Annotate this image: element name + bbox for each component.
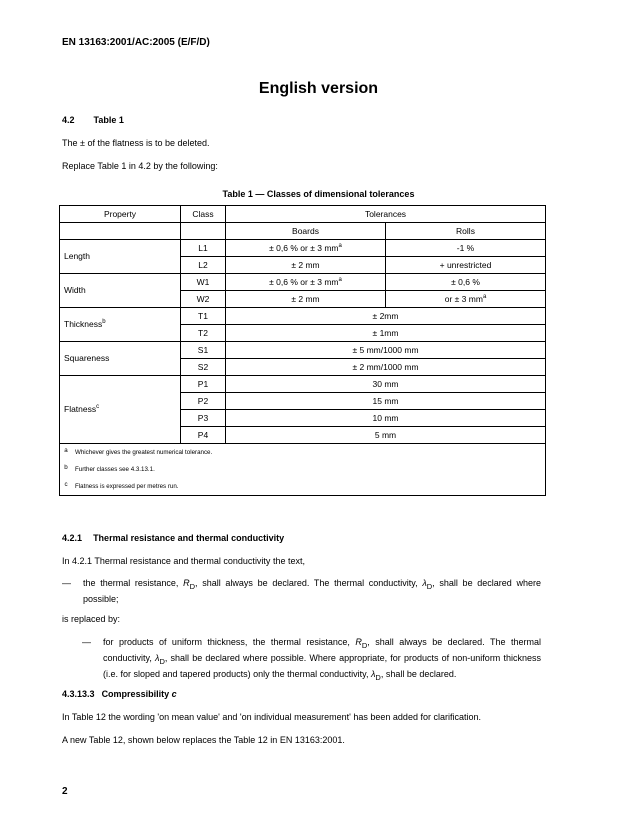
class-w1: W1 xyxy=(181,274,226,291)
section-4-2-1-title: Thermal resistance and thermal conductivity xyxy=(93,533,285,543)
width-w1-boards: ± 0,6 % or ± 3 $mm^a$ xyxy=(226,274,386,291)
section-4-2-para2: Replace Table 1 in 4.2 by the following: xyxy=(62,161,218,171)
squareness-s2-value: ± 2 mm/1000 mm xyxy=(226,359,546,376)
class-w2: W2 xyxy=(181,291,226,308)
footnote-c: c Flatness is expressed per metres run. xyxy=(64,481,179,490)
width-w2-boards: ± 2 mm xyxy=(226,291,386,308)
section-4-3-13-3-heading: 4.3.13.3 Compressibility c xyxy=(62,689,177,699)
header-rolls: Rolls xyxy=(386,223,546,240)
section-4-3-13-3-title: Compressibility xyxy=(101,689,172,699)
flatness-p4-value: 5 mm xyxy=(226,427,546,444)
class-s2: S2 xyxy=(181,359,226,376)
length-l1-boards: ± 0,6 % or ± 3 $mm^a$ xyxy=(226,240,386,257)
section-4-2-heading xyxy=(62,114,124,126)
footnote-b: b Further classes see 4.3.13.1. xyxy=(64,464,155,473)
squareness-label: Squareness xyxy=(60,342,181,376)
tolerances-table xyxy=(59,205,546,496)
thickness-t2-value: ± 1mm xyxy=(226,325,546,342)
version-title: English version xyxy=(258,80,379,97)
section-4-2-title: Table 1 xyxy=(93,115,124,125)
length-l2-boards: ± 2 mm xyxy=(226,257,386,274)
class-s1: S1 xyxy=(181,342,226,359)
new-text-item: — for products of uniform thickness, the thermal resistance, $R_D$, shall always be declared. The thermal conductivity, $\lambda_D$, shall be declared where possible. Where appropriate, for products of non-uniform thickness (i.e. for sloped and tapered products) only the thermal conductivity, $\lambda_D$, shall be declared. xyxy=(82,637,541,682)
thickness-t1-value: ± 2mm xyxy=(226,308,546,325)
class-t1: T1 xyxy=(181,308,226,325)
length-rolls-2: + unrestricted xyxy=(386,257,546,274)
document-id: EN 13163:2001/AC:2005 (E/F/D) xyxy=(62,37,210,48)
header-boards: Boards xyxy=(226,223,386,240)
width-rolls-2: or ± 3 $mm^a$ xyxy=(386,291,546,308)
dash-marker: — xyxy=(82,637,91,647)
section-4-2-1-intro: In 4.2.1 Thermal resistance and thermal conductivity the text, xyxy=(62,556,305,566)
flatness-p2-value: 15 mm xyxy=(226,393,546,410)
flatness-label: Flatness$^c$ xyxy=(60,376,181,444)
section-4-2-1-heading xyxy=(62,532,284,544)
table1-caption: Table 1 — Classes of dimensional tolerances xyxy=(222,189,415,199)
dash-marker: — xyxy=(62,578,71,588)
flatness-p3-value: 10 mm xyxy=(226,410,546,427)
class-l1: L1 xyxy=(181,240,226,257)
old-text-item: — the thermal resistance, $R_D$, shall always be declared. The thermal conductivity, $\lambda_D$, shall be declared where possible; xyxy=(62,578,541,604)
page-number: 2 xyxy=(62,786,68,797)
class-p1: P1 xyxy=(181,376,226,393)
section-4-3-13-3-para1: In Table 12 the wording 'on mean value' and 'on individual measurement' has been added for clarification. xyxy=(62,712,481,722)
class-p4: P4 xyxy=(181,427,226,444)
width-rolls-1: ± 0,6 % xyxy=(386,274,546,291)
length-label: Length xyxy=(60,240,181,274)
table1-footnotes xyxy=(60,444,546,496)
class-t2: T2 xyxy=(181,325,226,342)
thickness-label: Thickness$^b$ xyxy=(60,308,181,342)
header-tolerances: Tolerances xyxy=(226,206,546,223)
section-4-3-13-3-para2: A new Table 12, shown below replaces the Table 12 in EN 13163:2001. xyxy=(62,735,345,745)
header-property: Property xyxy=(60,206,181,223)
footnote-a: a Whichever gives the greatest numerical tolerance. xyxy=(64,447,213,456)
replaced-by-text: is replaced by: xyxy=(62,614,121,624)
length-rolls-1: -1 % xyxy=(386,240,546,257)
squareness-s1-value: ± 5 mm/1000 mm xyxy=(226,342,546,359)
section-4-2-para1: The ± of the flatness is to be deleted. xyxy=(62,138,210,148)
section-4-2-1-number: 4.2.1 xyxy=(62,533,83,543)
width-label: Width xyxy=(60,274,181,308)
class-p3: P3 xyxy=(181,410,226,427)
header-class: Class xyxy=(181,206,226,223)
section-4-3-13-3-number: 4.3.13.3 xyxy=(62,689,95,699)
section-4-2-number: 4.2 xyxy=(62,115,75,125)
flatness-p1-value: 30 mm xyxy=(226,376,546,393)
class-p2: P2 xyxy=(181,393,226,410)
class-l2: L2 xyxy=(181,257,226,274)
